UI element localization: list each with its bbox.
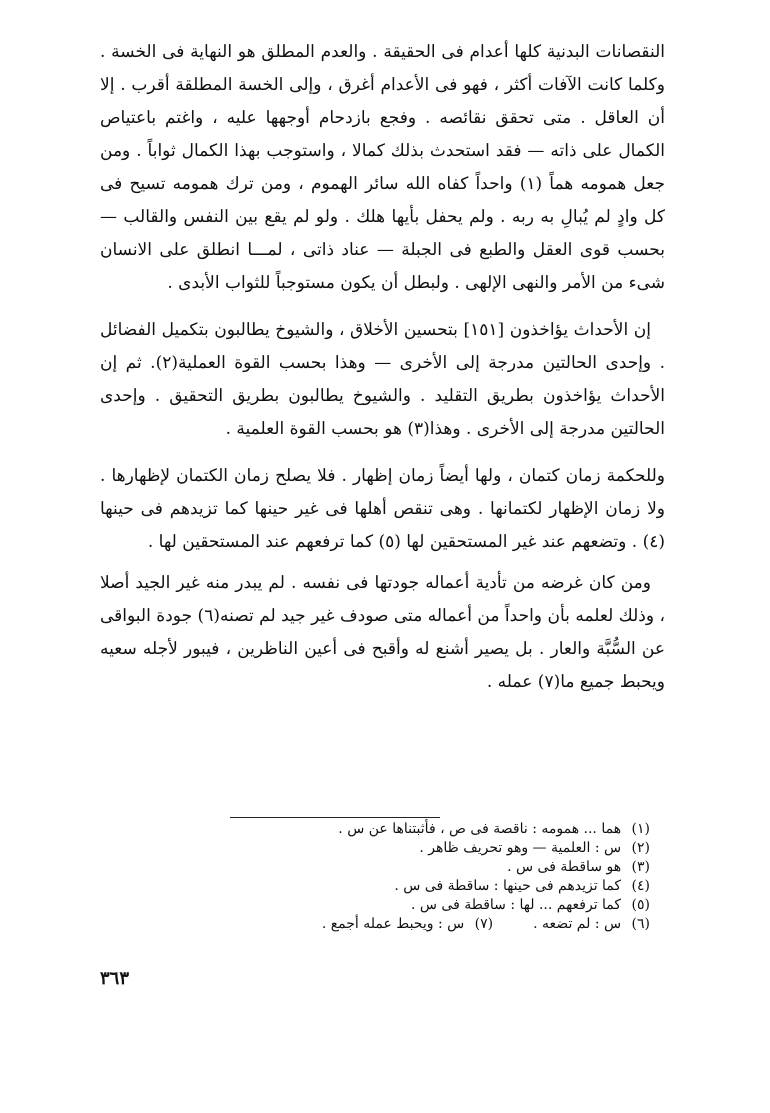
footnote-text: كما ترفعهم ... لها : ساقطة فى س . (410, 897, 622, 913)
footnote-3 (130, 858, 650, 877)
footnote-5 (130, 896, 650, 915)
footnote-number: (١) (631, 821, 650, 837)
footnote-4 (130, 877, 650, 896)
footnote-number: (٧) (474, 916, 494, 932)
footnote-2 (130, 839, 650, 858)
paragraph-3: وللحكمة زمان كتمان ، ولها أيضاً زمان إظهار . فلا يصلح زمان الكتمان لإظهارها . ولا زمان الإظهار لكتمانها . وهى تنقص أهلها فى غير حينها كما تزيدهم فى حينها (٤) . وتضعهم عند غير المستحقين لها (٥) كما ترفعهم عند المستحقين لها . (100, 466, 665, 552)
footnote-text: س : ويحبط عمله أجمع . (321, 916, 465, 932)
footnote-number: (٥) (631, 897, 650, 913)
footnote-text: هما ... همومه : ناقصة فى ص ، فأثبتناها عن س . (338, 821, 622, 837)
footnote-text: س : العلمية — وهو تحريف ظاهر . (419, 840, 622, 856)
main-text (100, 36, 665, 699)
footnote-number: (٦) (631, 916, 650, 932)
paragraph-4: ومن كان غرضه من تأدية أعماله جودتها فى نفسه . لم يبدر منه غير الجيد أصلا ، وذلك لعلمه بأن واحداً من أعماله متى صودف غير جيد لم تصنه(٦) جودة البواقى عن السُّبَّة والعار . بل يصير أشنع له وأقبح فى أعين الناظرين ، فيبور لأجله سعيه ويحبط جميع ما(٧) عمله . (100, 573, 666, 692)
paragraph-1: النقصانات البدنية كلها أعدام فى الحقيقة . والعدم المطلق هو النهاية فى الخسة . وكلما كانت الآفات أكثر ، فهو فى الأعدام أغرق ، وإلى الخسة المطلقة أقرب . إلا أن العاقل . متى تحقق نقائصه . وفجع بازدحام أوجهها عليه ، واغتم باعتياص الكمال على ذاته — فقد استحدث بذلك كمالا ، واستوجب بهذا الكمال ثواباً . ومن جعل همومه هماً (١) واحداً كفاه الله سائر الهموم ، ومن ترك همومه تسيح فى كل وادٍ لم يُبالِ به ربه . ولم يحفل بأيها هلك . ولو لم يقع بين النفس والقالب — بحسب قوى العقل والطبع فى الجبلة — عناد ذاتى ، لمـــا انطلق على الانسان شىء من الأمر والنهى الإلهى . ولبطل أن يكون مستوجباً للثواب الأبدى . (100, 42, 665, 293)
footnote-divider (230, 817, 440, 818)
page-number: ٣٦٣ (100, 968, 130, 989)
footnote-number: (٤) (631, 878, 650, 894)
footnote-number: (٢) (631, 840, 650, 856)
footnote-text: هو ساقطة فى س . (507, 859, 622, 875)
footnotes (130, 820, 650, 934)
footnote-7 (322, 915, 493, 934)
footnote-text: س : لم تضعه . (533, 916, 622, 932)
footnote-number: (٣) (631, 859, 650, 875)
paragraph-2: إن الأحداث يؤاخذون [١٥١] بتحسين الأخلاق ، والشيوخ يطالبون بتكميل الفضائل . وإحدى الحالتين مدرجة إلى الأخرى — وهذا بحسب القوة العملية(٢). ثم إن الأحداث يؤاخذون بطريق التقليد . والشيوخ يطالبون بطريق التحقيق . وإحدى الحالتين مدرجة إلى الأخرى . وهذا(٣) هو بحسب القوة العلمية . (100, 320, 666, 439)
footnote-text: كما تزيدهم فى حينها : ساقطة فى س . (394, 878, 622, 894)
footnote-6 (533, 915, 650, 934)
footnote-1 (130, 820, 650, 839)
footnote-row-6-7 (130, 915, 650, 934)
